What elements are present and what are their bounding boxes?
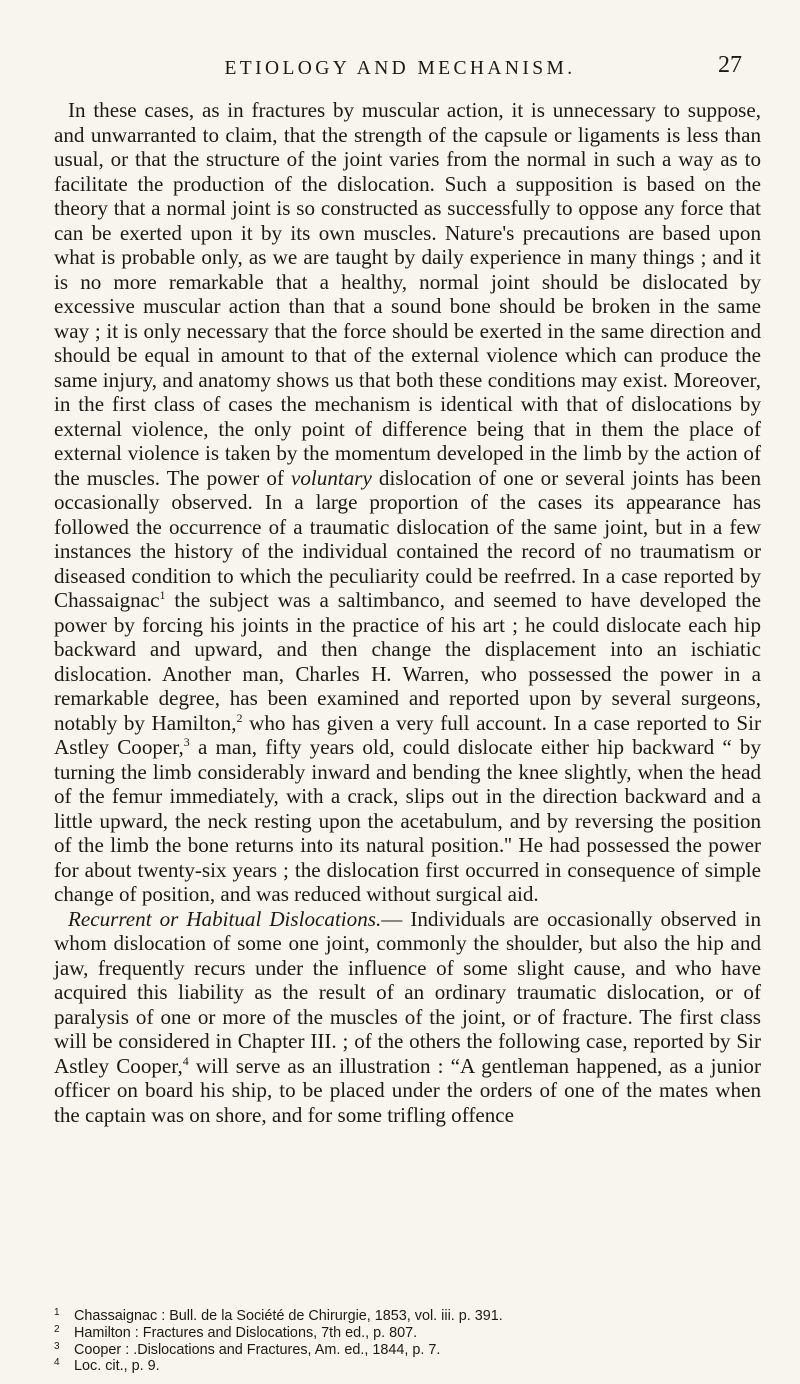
paragraph-2: Recurrent or Habitual Dislocations.— Individuals are occasionally observed in whom dislocation of some one joint, commonly the shoulder, but also the hip and jaw, frequently recurs under the influence of some slight cause, and who have acquired this liability as the result of an ordinary traumatic dislocation, or of paralysis of one or more of the muscles of the joint, or of fracture. The first class will be considered in Chapter III. ; of the others the following case, reported by Sir Astley Cooper,$^4$ will serve as an illustration : “A gentleman happened, as a junior officer on board his ship, to be placed under the orders of one of the mates when the captain was on shore, and for some trifling offence <box>54 906 761 1127</box>
footnote-ref-4: 4 <box>182 1053 189 1068</box>
footnotes <box>54 1308 761 1375</box>
footnote: 2 Hamilton : Fractures and Dislocations, 7th ed., p. 807. <box>54 1323 418 1341</box>
italic-voluntary: voluntary <box>291 465 372 490</box>
footnote: 1 Chassaignac : Bull. de la Société de Chirurgie, 1853, vol. iii. p. 391. <box>54 1307 503 1324</box>
page-header <box>0 52 800 88</box>
running-head: ETIOLOGY AND MECHANISM. <box>224 58 576 79</box>
footnote: 3 Cooper : .Dislocations and Fractures, Am. ed., 1844, p. 7. <box>54 1340 441 1358</box>
section-heading-recurrent: Recurrent or Habitual Dislocations. <box>68 906 382 931</box>
footnote-ref-3: 3 <box>183 735 190 749</box>
page-number: 27 <box>718 52 742 78</box>
paragraph-1: In these cases, as in fractures by muscular action, it is unnecessary to suppose, and unwarranted to claim, that the strength of the capsule or ligaments is less than usual, or that the structure of the joint varies from the normal in such a way as to facilitate the production of the dislocation. Such a supposition is based on the theory that a normal joint is so constructed as successfully to oppose any force that can be exerted upon it by its own muscles. Nature's precautions are based upon what is probable only, as we are taught by daily experience in many things ; and it is no more remarkable that a healthy, normal joint should be dislocated by excessive muscular action than that a sound bone should be broken in the same way ; it is only necessary that the force should be exerted in the same direction and should be equal in amount to that of the external violence which can produce the same injury, and anatomy shows us that both these conditions may exist. Moreover, in the first class of cases the mechanism is identical with that of dislocations by external violence, the only point of difference being that in them the place of external violence is taken by the momentum developed in the limb by the action of the muscles. The power of voluntary dislocation of one or several joints has been occasionally observed. In a large proportion of the cases its appearance has followed the occurrence of a traumatic dislocation of the same joint, but in a few instances the history of the individual contained the record of no traumatism or diseased condition to which the peculiarity could be reefrred. In a case reported by Chassaignac$^1$ the subject was a saltimbanco, and seemed to have developed the power by forcing his joints in the practice of his art ; he could dislocate each hip backward and upward, and then change the displacement into an ischiatic dislocation. Another man, Charles H. Warren, who possessed the power in a remarkable degree, has been examined and reported upon by several surgeons, notably by Hamilton,$^2$ who has given a very full account. In a case reported to Sir Astley Cooper,$^3$ a man, fifty years old, could dislocate either hip backward “ by turning the limb considerably inward and bending the knee slightly, when the head of the femur immediately, with a crack, slips out in the direction backward and a little upward, the neck resting upon the acetabulum, and by reversing the position of the limb the bone returns into its natural position.'' He had possessed the power for about twenty-six years ; the dislocation first occurred in consequence of simple change of position, and was reduced without surgical aid. <box>54 98 762 906</box>
footnote: 4 Loc. cit., p. 9. <box>54 1357 160 1375</box>
footnote-ref-1: 1 <box>159 588 166 602</box>
footnote-ref-2: 2 <box>236 710 243 725</box>
body-text <box>54 98 761 1127</box>
